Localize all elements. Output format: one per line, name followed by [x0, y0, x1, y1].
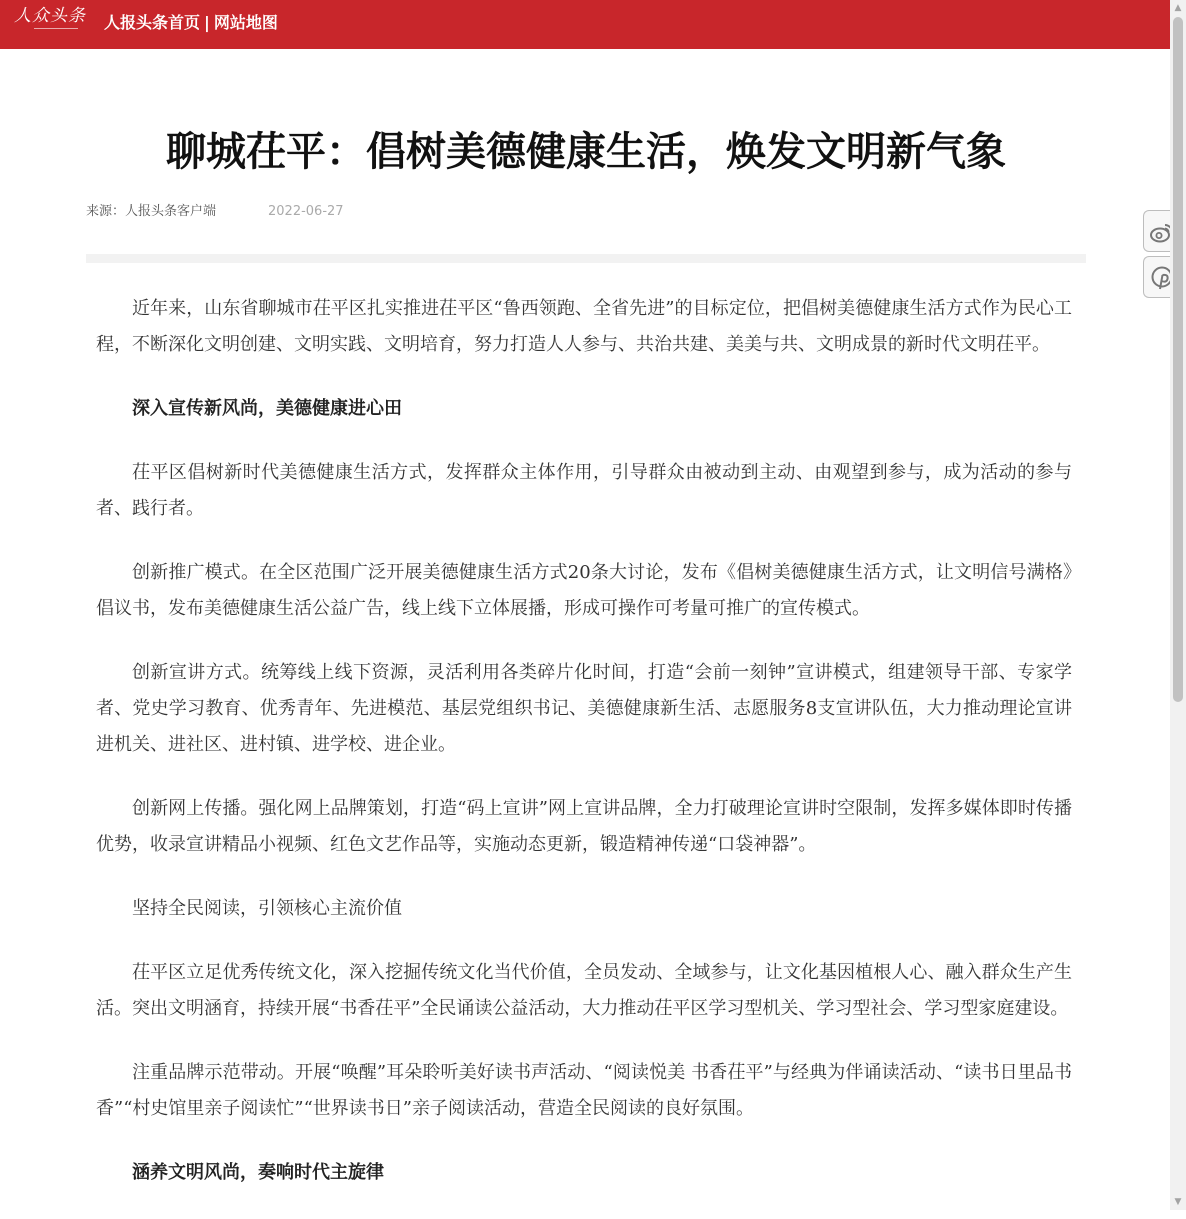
scroll-thumb[interactable]: [1173, 17, 1183, 702]
scroll-down-arrow[interactable]: ▼: [1174, 1197, 1182, 1207]
paragraph-intro: 近年来，山东省聊城市茌平区扎实推进茌平区“鲁西领跑、全省先进”的目标定位，把倡树美德健康生活方式作为民心工程，不断深化文明创建、文明实践、文明培育，努力打造人人参与、共治共建、美美与共、文明成景的新时代文明茌平。: [96, 298, 1072, 355]
article-source: 来源：人报头条客户端: [86, 204, 217, 219]
scroll-up-arrow[interactable]: ▲: [1174, 3, 1182, 13]
section-heading: 深入宣传新风尚，美德健康进心田: [132, 398, 402, 419]
logo-underline: [34, 28, 78, 32]
vertical-scrollbar[interactable]: [1170, 0, 1186, 1210]
article-date: 2022-06-27: [268, 204, 344, 219]
paragraph: 注重品牌示范带动。开展“唤醒”耳朵聆听美好读书声活动、“阅读悦美 书香茌平”与经典为伴诵读活动、“读书日里品书香”“村史馆里亲子阅读忙”“世界读书日”亲子阅读活动，营造全民阅读的良好氛围。: [96, 1062, 1072, 1119]
nav-separator: |: [204, 13, 210, 32]
article-body: [96, 291, 1072, 1219]
home-link[interactable]: 人报头条首页: [104, 13, 201, 32]
paragraph: 茌平区立足优秀传统文化，深入挖掘传统文化当代价值，全员发动、全域参与，让文化基因植根人心、融入群众生产生活。突出文明涵育，持续开展“书香茌平”全民诵读公益活动，大力推动茌平区学习型机关、学习型社会、学习型家庭建设。: [96, 962, 1072, 1019]
sitemap-link[interactable]: 网站地图: [213, 13, 278, 32]
paragraph: 创新推广模式。在全区范围广泛开展美德健康生活方式20条大讨论，发布《倡树美德健康生活方式，让文明信号满格》倡议书，发布美德健康生活公益广告，线上线下立体展播，形成可操作可考量可推广的宣传模式。: [96, 562, 1072, 619]
site-logo[interactable]: 人众头条: [14, 6, 86, 26]
section-heading: 涵养文明风尚，奏响时代主旋律: [132, 1162, 384, 1183]
top-nav-links: [104, 12, 278, 34]
article-meta: [86, 202, 344, 222]
top-navigation-bar: [0, 0, 1170, 49]
article-title: 聊城茌平：倡树美德健康生活，焕发文明新气象: [166, 129, 1006, 175]
paragraph: 创新宣讲方式。统筹线上线下资源，灵活利用各类碎片化时间，打造“会前一刻钟”宣讲模式，组建领导干部、专家学者、党史学习教育、优秀青年、先进模范、基层党组织书记、美德健康新生活、志愿服务8支宣讲队伍，大力推动理论宣讲进机关、进社区、进村镇、进学校、进企业。: [96, 662, 1072, 755]
title-divider: [86, 254, 1086, 263]
paragraph: 创新网上传播。强化网上品牌策划，打造“码上宣讲”网上宣讲品牌，全力打破理论宣讲时空限制，发挥多媒体即时传播优势，收录宣讲精品小视频、红色文艺作品等，实施动态更新，锻造精神传递“口袋神器”。: [96, 798, 1072, 855]
paragraph: 坚持全民阅读，引领核心主流价值: [132, 898, 402, 919]
paragraph: 茌平区倡树新时代美德健康生活方式，发挥群众主体作用，引导群众由被动到主动、由观望到参与，成为活动的参与者、践行者。: [96, 462, 1072, 519]
